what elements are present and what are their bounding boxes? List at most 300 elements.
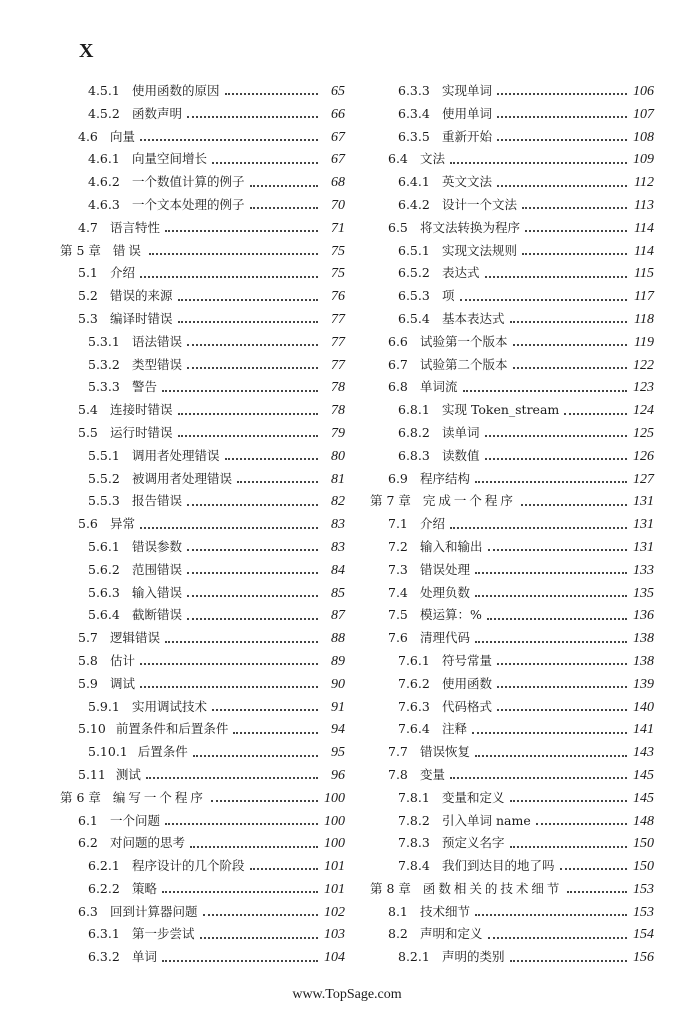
dot-leader [162, 390, 318, 392]
toc-entry-title: 实现单词 [442, 83, 493, 98]
toc-entry-number: 6.6 [388, 333, 408, 349]
toc-entry-number: 6.5 [388, 219, 408, 235]
toc-entry-page: 112 [634, 175, 654, 191]
toc-entry-page: 150 [633, 859, 654, 875]
dot-leader [485, 435, 627, 437]
toc-entry-title: 策略 [132, 880, 158, 896]
toc-entry-title: 一个数值计算的例子 [132, 174, 245, 190]
toc-entry-page: 108 [633, 129, 654, 145]
toc-entry-title: 技术细节 [420, 903, 471, 919]
dot-leader [497, 116, 627, 118]
toc-entry-title: 连接时错误 [110, 402, 173, 418]
toc-entry-number: 6.3.3 [398, 83, 430, 98]
toc-entry-page: 76 [331, 289, 345, 305]
toc-right-column [370, 80, 654, 969]
toc-entry-number: 6.2 [78, 835, 98, 851]
dot-leader [475, 641, 627, 643]
toc-entry-number: 4.6.2 [88, 174, 120, 190]
dot-leader [187, 618, 318, 620]
toc-entry-title: 输入错误 [132, 584, 183, 600]
dot-leader [212, 709, 318, 711]
toc-entry-number: 6.5.3 [398, 288, 430, 304]
toc-entry [370, 923, 654, 946]
toc-entry-number: 6.3.5 [398, 128, 430, 144]
toc-entry-title: 表达式 [442, 265, 480, 281]
toc-entry [60, 285, 345, 308]
toc-entry-page: 66 [331, 106, 345, 122]
toc-entry-title: 语言特性 [110, 219, 161, 235]
toc-entry-title: 实现 Token_stream [442, 402, 560, 418]
dot-leader [187, 549, 318, 551]
toc-entry-title: 处理负数 [420, 584, 471, 600]
dot-leader [497, 663, 627, 665]
dot-leader [187, 504, 318, 506]
toc-entry-number: 7.6.1 [398, 652, 430, 668]
toc-entry [370, 832, 654, 855]
toc-entry-title: 编写一个程序 [112, 789, 206, 805]
toc-entry-number: 6.2.2 [88, 880, 120, 896]
toc-entry [370, 513, 654, 536]
toc-entry [370, 582, 654, 605]
toc-entry-number: 5.5.3 [88, 493, 120, 509]
toc-entry [60, 832, 345, 855]
toc-entry-number: 5.3 [78, 310, 98, 326]
toc-entry-page: 140 [633, 699, 654, 715]
toc-entry-page: 133 [633, 562, 654, 578]
toc-entry-number: 5.9.1 [88, 698, 120, 714]
toc-entry-title: 报告错误 [132, 493, 183, 509]
toc-entry-page: 94 [331, 722, 345, 738]
toc-entry [60, 946, 345, 969]
toc-entry [370, 445, 654, 468]
toc-entry-number: 7.8.4 [398, 858, 430, 874]
toc-entry-page: 141 [633, 722, 654, 738]
toc-entry-title: 编译时错误 [110, 310, 173, 326]
toc-entry [370, 741, 654, 764]
toc-entry-number: 6.3.1 [88, 926, 120, 942]
toc-entry-number: 5.2 [78, 288, 98, 304]
toc-entry [370, 650, 654, 673]
toc-entry-title: 引入单词 name [442, 812, 531, 828]
dot-leader [450, 162, 627, 164]
toc-entry-number: 6.8.3 [398, 447, 430, 463]
toc-entry-page: 156 [633, 950, 654, 966]
dot-leader [203, 914, 318, 916]
dot-leader [165, 641, 318, 643]
toc-entry-page: 154 [633, 927, 654, 943]
toc-entry [370, 536, 654, 559]
toc-entry-title: 介绍 [110, 265, 136, 281]
toc-entry-page: 77 [331, 334, 345, 350]
toc-entry [370, 604, 654, 627]
dot-leader [165, 230, 318, 232]
toc-entry-page: 150 [633, 836, 654, 852]
toc-entry-number: 4.6.1 [88, 151, 120, 167]
toc-entry-number: 8.2 [388, 926, 408, 942]
toc-entry [60, 262, 345, 285]
toc-entry-number: 6.5.1 [398, 242, 430, 258]
toc-entry-title: 逻辑错误 [110, 630, 161, 646]
dot-leader [237, 481, 318, 483]
toc-entry-title: 单词 [132, 949, 158, 965]
toc-entry-title: 后置条件 [137, 744, 188, 760]
toc-entry-number: 7.8.1 [398, 789, 430, 805]
toc-entry-title: 错误处理 [420, 561, 471, 577]
footer-url: www.TopSage.com [292, 987, 402, 1002]
toc-entry-page: 104 [324, 950, 345, 966]
toc-entry [60, 536, 345, 559]
toc-entry [370, 240, 654, 263]
toc-entry-number: 7.5 [388, 607, 408, 623]
dot-leader [510, 846, 627, 848]
dot-leader [162, 960, 318, 962]
dot-leader [193, 755, 318, 757]
dot-leader [510, 321, 627, 323]
toc-entry-number: 4.7 [78, 219, 98, 235]
toc-entry-page: 126 [633, 448, 654, 464]
toc-entry-number: 7.1 [388, 516, 408, 532]
dot-leader [475, 914, 627, 916]
toc-entry-title: 将文法转换为程序 [420, 219, 521, 235]
toc-entry-title: 使用函数的原因 [132, 83, 220, 98]
toc-entry [60, 650, 345, 673]
dot-leader [187, 116, 318, 118]
toc-entry [60, 810, 345, 833]
toc-entry [60, 80, 345, 103]
dot-leader [463, 390, 627, 392]
toc-entry-number: 5.5.2 [88, 470, 120, 486]
dot-leader [233, 732, 318, 734]
dot-leader [211, 800, 318, 802]
toc-entry [370, 422, 654, 445]
toc-entry [370, 810, 654, 833]
toc-entry [370, 627, 654, 650]
toc-entry-title: 向量 [110, 128, 136, 144]
toc-entry-number: 5.4 [78, 402, 98, 418]
toc-entry-title: 测试 [115, 766, 141, 782]
toc-entry-title: 重新开始 [442, 128, 493, 144]
dot-leader [497, 686, 627, 688]
toc-entry-title: 前置条件和后置条件 [115, 721, 229, 737]
toc-entry-page: 138 [633, 653, 654, 669]
toc-chapter-entry [370, 490, 654, 513]
toc-entry [60, 148, 345, 171]
toc-entry-title: 类型错误 [132, 356, 183, 372]
toc-entry-page: 68 [331, 175, 345, 191]
toc-entry-number: 7.6 [388, 630, 408, 646]
toc-entry-page: 83 [331, 517, 345, 533]
toc-entry-number: 7.8.2 [398, 812, 430, 828]
toc-entry-number: 6.9 [388, 470, 408, 486]
toc-entry-title: 预定义名字 [442, 835, 505, 851]
toc-entry-number: 第 6 章 [60, 789, 101, 805]
toc-entry-number: 7.3 [388, 561, 408, 577]
toc-entry [370, 285, 654, 308]
toc-chapter-entry [60, 240, 345, 263]
toc-entry-number: 5.5.1 [88, 447, 120, 463]
toc-entry-number: 6.4 [388, 151, 408, 167]
dot-leader [212, 162, 318, 164]
toc-entry-title: 读数值 [442, 447, 480, 463]
toc-entry [60, 445, 345, 468]
dot-leader [450, 777, 627, 779]
toc-entry-page: 139 [633, 676, 654, 692]
toc-entry-title: 一个问题 [110, 812, 161, 828]
toc-entry-page: 103 [324, 927, 345, 943]
toc-entry [60, 331, 345, 354]
toc-entry [60, 901, 345, 924]
toc-entry-title: 函数声明 [132, 105, 183, 121]
toc-entry [370, 468, 654, 491]
toc-entry [60, 513, 345, 536]
toc-entry-page: 135 [633, 585, 654, 601]
toc-entry-page: 143 [633, 745, 654, 761]
toc-entry-page: 96 [331, 767, 345, 783]
toc-entry [60, 559, 345, 582]
dot-leader [140, 139, 318, 141]
toc-entry-page: 153 [633, 904, 654, 920]
toc-entry-page: 77 [331, 357, 345, 373]
toc-entry-number: 5.3.1 [88, 333, 120, 349]
toc-entry-page: 71 [331, 220, 345, 236]
toc-entry-page: 119 [634, 334, 654, 350]
toc-entry-page: 95 [331, 745, 345, 761]
toc-entry [60, 764, 345, 787]
toc-chapter-entry [60, 787, 345, 810]
toc-entry [60, 194, 345, 217]
dot-leader [487, 618, 627, 620]
toc-entry-title: 错误恢复 [420, 744, 471, 760]
toc-entry-title: 模运算：% [420, 607, 482, 623]
toc-entry-page: 124 [633, 403, 654, 419]
dot-leader [522, 253, 627, 255]
toc-entry-title: 变量和定义 [442, 789, 505, 805]
toc-entry-title: 项 [442, 288, 455, 304]
toc-entry-title: 运行时错误 [110, 424, 173, 440]
toc-entry-title: 试验第二个版本 [420, 356, 508, 372]
toc-entry-title: 程序设计的几个阶段 [132, 858, 245, 874]
dot-leader [497, 185, 627, 187]
toc-entry-page: 113 [634, 197, 654, 213]
toc-entry [370, 354, 654, 377]
toc-entry-title: 调用者处理错误 [132, 447, 220, 463]
toc-entry-page: 67 [331, 152, 345, 168]
dot-leader [488, 937, 627, 939]
toc-entry-page: 65 [331, 84, 345, 99]
dot-leader [178, 413, 318, 415]
toc-entry-title: 使用单词 [442, 105, 493, 121]
dot-leader [165, 823, 318, 825]
dot-leader [190, 846, 318, 848]
toc-entry-title: 被调用者处理错误 [132, 470, 233, 486]
toc-entry-number: 5.6.4 [88, 607, 120, 623]
toc-entry [370, 673, 654, 696]
dot-leader [475, 481, 627, 483]
dot-leader [225, 458, 318, 460]
toc-entry-number: 第 7 章 [370, 493, 411, 509]
dot-leader [475, 572, 627, 574]
toc-entry [60, 582, 345, 605]
toc-entry-number: 6.8 [388, 379, 408, 395]
toc-entry-number: 6.8.1 [398, 402, 430, 418]
dot-leader [187, 367, 318, 369]
toc-entry-title: 单词流 [420, 379, 458, 395]
toc-entry-number: 5.9 [78, 675, 98, 691]
toc-entry-number: 5.6.2 [88, 561, 120, 577]
toc-entry-number: 7.6.4 [398, 721, 430, 737]
toc-entry-page: 78 [331, 403, 345, 419]
toc-entry-page: 82 [331, 494, 345, 510]
dot-leader [187, 572, 318, 574]
toc-entry [370, 262, 654, 285]
toc-entry [370, 399, 654, 422]
toc-entry [60, 604, 345, 627]
toc-entry-number: 第 5 章 [60, 242, 101, 258]
toc-entry-number: 5.6 [78, 516, 98, 532]
toc-entry-page: 125 [633, 425, 654, 441]
toc-entry-title: 声明的类别 [442, 949, 505, 965]
toc-entry-title: 输入和输出 [420, 538, 483, 554]
toc-entry-page: 77 [331, 311, 345, 327]
toc-entry [370, 901, 654, 924]
dot-leader [567, 891, 627, 893]
toc-left-column [60, 80, 345, 969]
toc-entry-page: 84 [331, 562, 345, 578]
dot-leader [485, 276, 627, 278]
toc-entry [60, 354, 345, 377]
toc-entry-title: 第一步尝试 [132, 926, 195, 942]
dot-leader [187, 344, 318, 346]
toc-entry [370, 946, 654, 969]
toc-entry-number: 8.1 [388, 903, 408, 919]
dot-leader [149, 253, 318, 255]
dot-leader [497, 709, 627, 711]
toc-entry-title: 回到计算器问题 [110, 903, 198, 919]
toc-entry-page: 100 [324, 813, 345, 829]
toc-entry-number: 7.6.2 [398, 675, 430, 691]
dot-leader [450, 527, 627, 529]
toc-entry-number: 4.5.2 [88, 105, 120, 121]
toc-entry [60, 468, 345, 491]
toc-entry-title: 对问题的思考 [110, 835, 186, 851]
dot-leader [497, 139, 627, 141]
dot-leader [564, 413, 627, 415]
dot-leader [178, 299, 318, 301]
dot-leader [178, 435, 318, 437]
toc-entry-number: 4.5.1 [88, 83, 120, 98]
toc-entry-title: 一个文本处理的例子 [132, 196, 245, 212]
dot-leader [250, 207, 318, 209]
toc-entry-title: 调试 [110, 675, 136, 691]
dot-leader [497, 93, 627, 95]
toc-entry-page: 114 [634, 220, 654, 236]
toc-entry [60, 718, 345, 741]
toc-entry [370, 764, 654, 787]
toc-entry-number: 6.3 [78, 903, 98, 919]
toc-entry-number: 8.2.1 [398, 949, 430, 965]
toc-entry-page: 122 [633, 357, 654, 373]
toc-entry-number: 7.4 [388, 584, 408, 600]
toc-entry-page: 101 [324, 859, 345, 875]
toc-entry-page: 131 [633, 517, 654, 533]
dot-leader [560, 868, 627, 870]
dot-leader [488, 549, 627, 551]
toc-entry-number: 7.2 [388, 538, 408, 554]
toc-entry [370, 148, 654, 171]
toc-entry-number: 5.6.1 [88, 538, 120, 554]
toc-entry-page: 118 [634, 311, 654, 327]
toc-entry-title: 文法 [420, 151, 446, 167]
toc-entry-number: 5.10.1 [88, 744, 128, 760]
toc-entry [60, 217, 345, 240]
dot-leader [475, 755, 627, 757]
toc-entry-page: 148 [633, 813, 654, 829]
toc-entry-title: 语法错误 [132, 333, 183, 349]
toc-entry-title: 错误参数 [132, 538, 183, 554]
toc-entry-page: 67 [331, 129, 345, 145]
toc-entry [370, 331, 654, 354]
toc-entry-number: 6.2.1 [88, 858, 120, 874]
dot-leader [146, 777, 318, 779]
toc-entry-page: 123 [633, 380, 654, 396]
toc-entry-page: 80 [331, 448, 345, 464]
dot-leader [536, 823, 627, 825]
toc-entry-number: 6.5.2 [398, 265, 430, 281]
dot-leader [162, 891, 318, 893]
toc-entry-page: 138 [633, 631, 654, 647]
toc-entry-page: 81 [331, 471, 345, 487]
dot-leader [460, 299, 627, 301]
dot-leader [140, 276, 318, 278]
dot-leader [225, 93, 318, 95]
toc-entry-title: 变量 [420, 766, 446, 782]
toc-entry-number: 5.10 [78, 721, 106, 737]
toc-entry [370, 559, 654, 582]
toc-entry [370, 103, 654, 126]
toc-entry [60, 627, 345, 650]
toc-entry [60, 878, 345, 901]
toc-entry-number: 6.3.4 [398, 105, 430, 121]
toc-entry-title: 错误 [112, 242, 144, 258]
dot-leader [140, 527, 318, 529]
toc-entry-page: 75 [331, 243, 345, 259]
toc-entry [60, 103, 345, 126]
toc-entry-number: 5.6.3 [88, 584, 120, 600]
toc-entry-page: 153 [633, 881, 654, 897]
toc-entry-number: 6.7 [388, 356, 408, 372]
dot-leader [187, 595, 318, 597]
toc-entry-title: 试验第一个版本 [420, 333, 508, 349]
toc-entry-page: 75 [331, 266, 345, 282]
dot-leader [510, 960, 627, 962]
toc-entry-page: 136 [633, 608, 654, 624]
toc-entry-title: 异常 [110, 516, 136, 532]
toc-entry-title: 实用调试技术 [132, 698, 208, 714]
toc-entry-title: 使用函数 [442, 675, 493, 691]
toc-entry-page: 101 [324, 881, 345, 897]
toc-chapter-entry [370, 878, 654, 901]
toc-entry-title: 介绍 [420, 516, 446, 532]
toc-entry-title: 函数相关的技术细节 [422, 880, 563, 896]
toc-entry-page: 107 [633, 106, 654, 122]
toc-entry-page: 117 [634, 289, 654, 305]
toc-entry [60, 923, 345, 946]
dot-leader [140, 663, 318, 665]
toc-entry-page: 131 [633, 494, 654, 510]
toc-entry [60, 126, 345, 149]
toc-entry-title: 我们到达目的地了吗 [442, 858, 555, 874]
toc-entry-page: 89 [331, 653, 345, 669]
